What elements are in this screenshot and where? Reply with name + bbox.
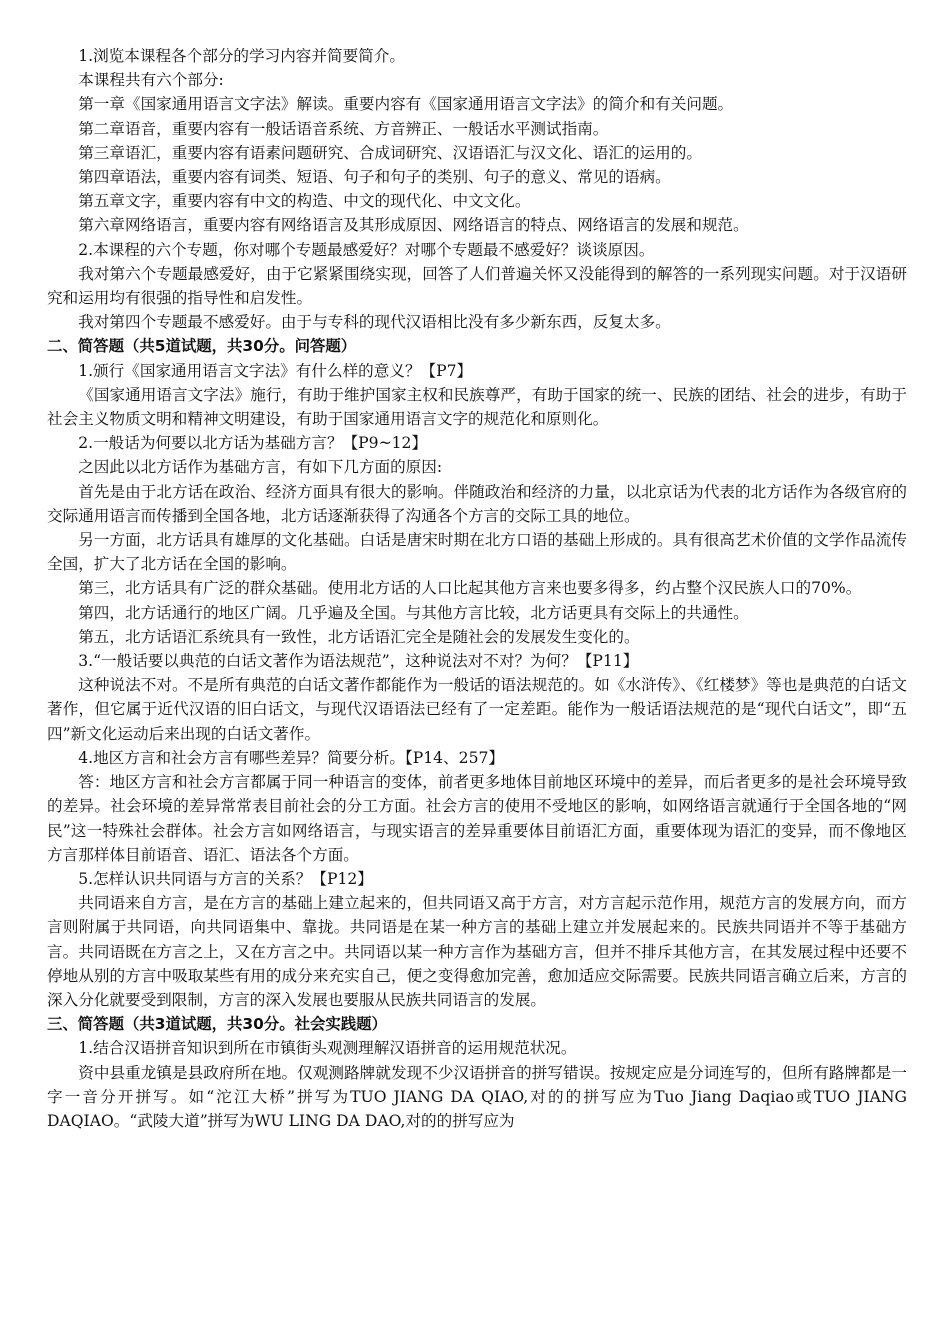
paragraph: 《国家通用语言文字法》施行，有助于维护国家主权和民族尊严，有助于国家的统一、民族的团结、社会的进步，有助于社会主义物质文明和精神文明建设，有助于国家通用语言文字的规范化和原则化。 bbox=[47, 385, 907, 429]
paragraph: 第四章语法，重要内容有词类、短语、句子和句子的类别、句子的意义、常见的语病。 bbox=[78, 168, 671, 187]
paragraph: 答：地区方言和社会方言都属于同一种语言的变体，前者更多地体目前地区环境中的差异，而后者更多的是社会环境导致的差异。社会环境的差异常常表目前社会的分工方面。社会方言的使用不受地区的影响，如网络语言就通行于全国各地的“网民”这一特殊社会群体。社会方言如网络语言，与现实语言的差异重要体目前语汇方面，重要体现为语汇的变异，而不像地区方言那样体目前语音、语汇、语法各个方面。 bbox=[47, 773, 907, 864]
paragraph: 第二章语音，重要内容有一般话语音系统、方音辨正、一般话水平测试指南。 bbox=[78, 119, 609, 138]
paragraph: 资中县重龙镇是县政府所在地。仅观测路牌就发现不少汉语拼音的拼写错误。按规定应是分词连写的，但所有路牌都是一字一音分开拼写。如“沱江大桥”拼写为TUO JIANG DA QIAO,对的的拼写应为Tuo Jiang Daqiao或TUO JIANG DAQIAO。“武陵大道”拼写为WU LING DA DAO,对的的拼写应为 bbox=[47, 1063, 907, 1130]
paragraph: 第三章语汇，重要内容有语素问题研究、合成词研究、汉语语汇与汉文化、语汇的运用的。 bbox=[78, 143, 702, 162]
paragraph: 2.本课程的六个专题，你对哪个专题最感爱好？对哪个专题最不感爱好？谈谈原因。 bbox=[78, 240, 655, 259]
paragraph: 本课程共有六个部分: bbox=[78, 71, 224, 90]
paragraph: 另一方面，北方话具有雄厚的文化基础。白话是唐宋时期在北方口语的基础上形成的。具有很高艺术价值的文学作品流传全国，扩大了北方话在全国的影响。 bbox=[47, 531, 907, 574]
paragraph: 第三，北方话具有广泛的群众基础。使用北方话的人口比起其他方言来也要多得多，约占整个汉民族人口的70%。 bbox=[78, 579, 862, 598]
paragraph: 我对第六个专题最感爱好，由于它紧紧围绕实现，回答了人们普遍关怀又没能得到的解答的一系列现实问题。对于汉语研究和运用均有很强的指导性和启发性。 bbox=[47, 264, 907, 308]
paragraph: 共同语来自方言，是在方言的基础上建立起来的，但共同语又高于方言，对方言起示范作用，规范方言的发展方向，而方言则附属于共同语，向共同语集中、靠拢。共同语是在某一种方言的基础上建立并发展起来的。民族共同语并不等于基础方言。共同语既在方言之上，又在方言之中。共同语以某一种方言作为基础方言，但并不排斥其他方言，在其发展过程中还要不停地从别的方言中吸取某些有用的成分来充实自己，便之变得愈加完善，愈加适应交际需要。民族共同语言确立后来，方言的深入分化就要受到限制，方言的深入发展也要服从民族共同语言的发展。 bbox=[47, 894, 907, 1009]
section-heading: 三、简答题（共3道试题，共30分。社会实践题） bbox=[47, 1015, 387, 1034]
paragraph: 3.“一般话要以典范的白话文著作为语法规范”，这种说法对不对？为何？【P11】 bbox=[78, 652, 639, 671]
paragraph: 这种说法不对。不是所有典范的白话文著作都能作为一般话的语法规范的。如《水浒传》、《红楼梦》等也是典范的白话文著作，但它属于近代汉语的旧白话文，与现代汉语语法已经有了一定差距。能作为一般话语法规范的是“现代白话文”，即“五四”新文化运动后来出现的白话文著作。 bbox=[47, 676, 907, 743]
paragraph: 1.结合汉语拼音知识到所在市镇街头观测理解汉语拼音的运用规范状况。 bbox=[78, 1039, 577, 1058]
paragraph: 第五章文字，重要内容有中文的构造、中文的现代化、中文文化。 bbox=[78, 192, 531, 211]
paragraph: 我对第四个专题最不感爱好。由于与专科的现代汉语相比没有多少新东西，反复太多。 bbox=[78, 313, 671, 332]
paragraph: 第五，北方话语汇系统具有一致性，北方话语汇完全是随社会的发展发生变化的。 bbox=[78, 627, 640, 646]
paragraph: 2.一般话为何要以北方话为基础方言？【P9~12】 bbox=[78, 434, 428, 453]
paragraph: 之因此以北方话作为基础方言，有如下几方面的原因: bbox=[78, 458, 443, 477]
paragraph: 第四，北方话通行的地区广阔。几乎遍及全国。与其他方言比较，北方话更具有交际上的共通性。 bbox=[78, 603, 749, 622]
paragraph: 4.地区方言和社会方言有哪些差异？简要分析。【P14、257】 bbox=[78, 748, 505, 767]
paragraph: 首先是由于北方话在政治、经济方面具有很大的影响。伴随政治和经济的力量，以北京话为代表的北方话作为各级官府的交际通用语言而传播到全国各地，北方话逐渐获得了沟通各个方言的交际工具的地位。 bbox=[47, 482, 907, 525]
paragraph: 5.怎样认识共同语与方言的关系？【P12】 bbox=[78, 869, 373, 888]
paragraph: 第一章《国家通用语言文字法》解读。重要内容有《国家通用语言文字法》的简介和有关问题。 bbox=[78, 95, 734, 114]
paragraph: 第六章网络语言，重要内容有网络语言及其形成原因、网络语言的特点、网络语言的发展和规范。 bbox=[78, 216, 749, 235]
section-heading: 二、简答题（共5道试题，共30分。问答题） bbox=[47, 337, 357, 356]
paragraph: 1.颁行《国家通用语言文字法》有什么样的意义？【P7】 bbox=[78, 361, 473, 380]
document-page bbox=[47, 44, 907, 1133]
paragraph: 1.浏览本课程各个部分的学习内容并简要简介。 bbox=[78, 47, 405, 65]
